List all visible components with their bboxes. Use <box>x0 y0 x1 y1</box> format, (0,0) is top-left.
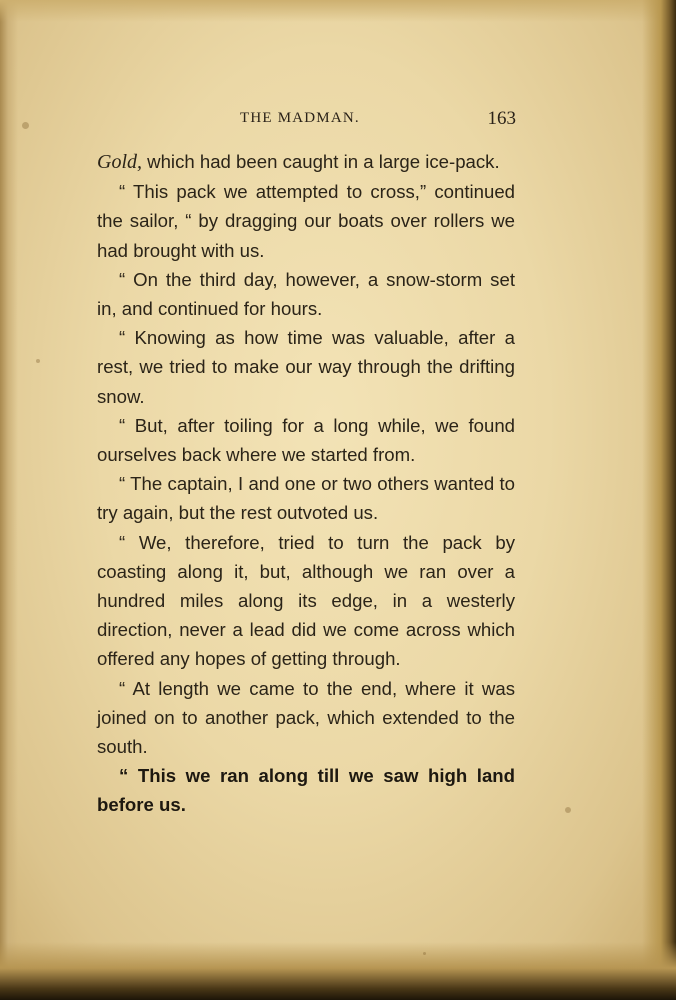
paper-spot <box>22 122 29 129</box>
paragraph: “ This we ran along till we saw high land before us. <box>97 765 515 816</box>
page-bottom-shadow <box>0 942 676 1000</box>
paragraph: “ On the third day, however, a snow-storm set in, and continued for hours. <box>97 268 515 320</box>
running-title: THE MADMAN. <box>240 110 360 126</box>
page-left-edge <box>0 0 18 1000</box>
paragraph: “ At length we came to the end, where it was joined on to another pack, which extended to the south. <box>97 677 515 758</box>
paragraph: “ The captain, I and one or two others wanted to try again, but the rest outvoted us. <box>97 473 515 524</box>
page-right-edge <box>642 0 676 1000</box>
paragraph: “ But, after toiling for a long while, we found ourselves back where we started from. <box>97 414 515 466</box>
page-header <box>96 108 516 132</box>
paragraph: “ Knowing as how time was valuable, after a rest, we tried to make our way through the drifting snow. <box>97 327 515 407</box>
paragraph-lead: Gold, <box>97 151 142 173</box>
paragraph: “ We, therefore, tried to turn the pack by coasting along it, but, although we ran over a hundred miles along its edge, in a westerly direction, never a lead did we come across which offered any hopes of getting through. <box>97 531 515 670</box>
page-number: 163 <box>487 108 516 129</box>
paper-spot <box>423 952 426 955</box>
paper-spot <box>36 359 40 363</box>
paragraph <box>97 147 515 177</box>
page-top-edge <box>0 0 676 22</box>
paper-spot <box>565 807 571 813</box>
paragraph-text: which had been caught in a large ice-pack. <box>142 151 500 172</box>
page-body <box>97 147 515 820</box>
paragraph: “ This pack we attempted to cross,” continued the sailor, “ by dragging our boats over rollers we had brought with us. <box>97 181 515 261</box>
